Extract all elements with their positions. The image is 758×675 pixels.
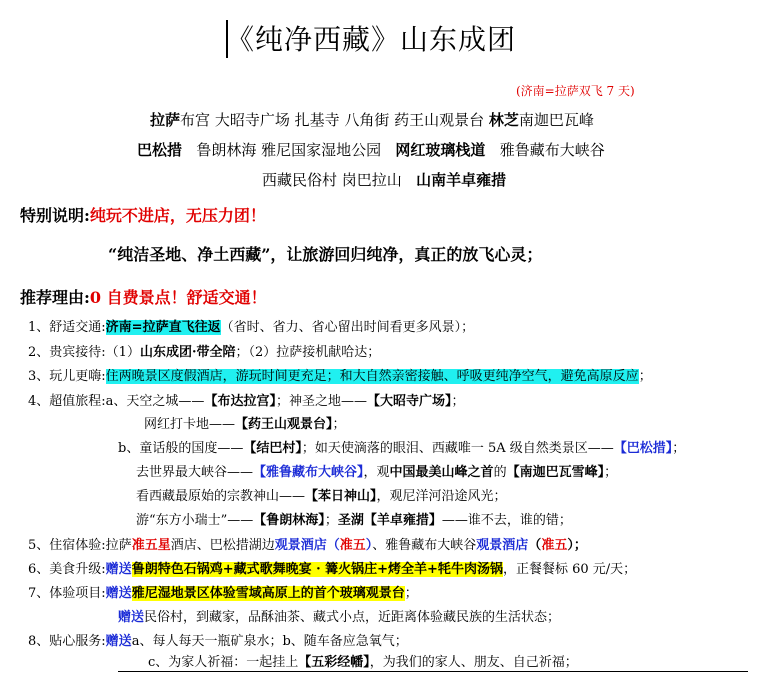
item-4-l6a: 游“东方小瑞士”—— <box>136 513 254 528</box>
item-7-gift-2: 赠送 <box>118 610 145 625</box>
spot-list-2: 鲁朗林海 雅尼国家湿地公园 <box>196 141 382 159</box>
item-8-prayer-flags: 【五彩经幡】 <box>298 655 370 670</box>
spot-namcha-peak: 【南迦巴瓦雪峰】 <box>506 465 605 480</box>
item-4-l3e: ； <box>672 441 686 456</box>
item-5-i: （ <box>528 538 542 553</box>
item-1-num: 1、 <box>28 320 50 335</box>
item-4-l1c: ；神圣之地—— <box>275 394 367 409</box>
item-3 <box>28 368 652 386</box>
item-7-num: 7、 <box>28 586 50 601</box>
reason-label: 推荐理由: <box>20 288 90 307</box>
item-4-l1a: a、天空之城—— <box>105 394 205 409</box>
item-6-highlight: 鲁朗特色石锅鸡+藏式歌舞晚宴 · 篝火锅庄+烤全羊+牦牛肉汤锅 <box>131 562 503 577</box>
item-8-num: 8、 <box>28 634 50 649</box>
spot-basongcuo: 巴松措 <box>137 141 183 159</box>
item-5-j: 准五 <box>541 538 568 553</box>
item-3-highlight: 住两晚景区度假酒店，游玩时间更充足；和大自然亲密接触、呼吸更纯净空气，避免高原反应 <box>105 369 639 384</box>
page-title: 《纯净西藏》山东成团 <box>226 23 517 56</box>
item-4-line-6 <box>136 512 572 530</box>
item-2-bold: 山东成团·带全陪 <box>139 345 236 360</box>
bottom-rule <box>118 671 748 672</box>
item-4-line-5 <box>136 488 507 506</box>
item-3-label: 玩儿更嗨: <box>49 369 106 384</box>
item-5-g: 、雅鲁藏布大峡谷 <box>372 538 477 553</box>
spots-row-2 <box>137 140 605 160</box>
item-6-gift: 赠送 <box>105 562 132 577</box>
item-8-gift: 赠送 <box>105 634 132 649</box>
item-4-line-4 <box>136 464 617 482</box>
item-5-num: 5、 <box>28 538 50 553</box>
item-7-highlight: 雅尼湿地景区体验雪域高原上的首个玻璃观景台 <box>131 586 405 601</box>
special-note <box>20 203 266 226</box>
item-8-line-2 <box>148 654 578 672</box>
item-8-rest: a、每人每天一瓶矿泉水；b、随车备应急氧气； <box>131 634 408 649</box>
item-4-line-1 <box>28 393 465 411</box>
spot-nyingchi: 林芝 <box>488 111 519 129</box>
item-4-l6f: ——谁不去，谁的错； <box>441 513 572 528</box>
item-2-label: 贵宾接待: <box>49 345 106 360</box>
item-4-l3a: b、童话般的国度—— <box>118 441 244 456</box>
spot-jieba: 【结巴村】 <box>243 441 302 456</box>
item-4-label: 超值旅程: <box>49 394 106 409</box>
item-5 <box>28 537 587 555</box>
spot-list-3: 西藏民俗村 岗巴拉山 <box>262 171 402 189</box>
spot-canyon: 雅鲁藏布大峡谷 <box>499 141 605 159</box>
item-2-num: 2、 <box>28 345 50 360</box>
item-2-p1: （1） <box>105 345 140 360</box>
spot-potala: 布宫 <box>180 111 211 129</box>
item-5-label: 住宿体验: <box>49 538 106 553</box>
item-3-end: ； <box>638 369 652 384</box>
spot-lhasa: 拉萨 <box>150 111 181 129</box>
item-5-h: 观景酒店 <box>476 538 529 553</box>
item-4-l4a: 去世界最大峡谷—— <box>136 465 254 480</box>
item-4-l3c: ；如天使滴落的眼泪、西藏唯一 5A 级自然类景区—— <box>301 441 614 456</box>
slogan: “纯洁圣地、净土西藏”，让旅游回归纯净，真正的放飞心灵； <box>108 245 543 264</box>
reason-text: 0 自费景点！舒适交通！ <box>89 288 267 307</box>
route-note: (济南=拉萨双飞 7 天) <box>516 84 635 98</box>
item-1-highlight: 济南=拉萨直飞往返 <box>105 320 221 335</box>
item-4-l4e: 的 <box>493 465 507 480</box>
item-4-l5a: 看西藏最原始的宗教神山—— <box>136 489 306 504</box>
item-5-d: 观景酒店（ <box>274 538 340 553</box>
item-4-l5c: ，观尼洋河沿途风光； <box>376 489 507 504</box>
item-6 <box>28 561 636 579</box>
spots-row-3 <box>262 170 506 190</box>
item-6-rest: ，正餐餐标 60 元/天； <box>502 562 637 577</box>
item-4-line-2 <box>144 416 346 434</box>
item-4-num: 4、 <box>28 394 50 409</box>
item-7-line-2 <box>118 609 560 627</box>
item-4-l4c: ，观 <box>363 465 390 480</box>
item-4-l6d: 圣湖 <box>337 513 364 528</box>
item-5-k: ）； <box>567 538 587 553</box>
item-7 <box>28 585 418 603</box>
item-8-l2a: c、为家人祈福：一起挂上 <box>148 655 299 670</box>
item-1-rest: （省时、省力、省心留出时间看更多风景）； <box>220 320 475 335</box>
item-5-b: 准五星 <box>131 538 171 553</box>
item-2-p2: ；（2）拉萨接机献哈达； <box>235 345 381 360</box>
spot-basong: 【巴松措】 <box>613 441 673 456</box>
item-6-label: 美食升级: <box>49 562 106 577</box>
item-7-label: 体验项目: <box>49 586 106 601</box>
item-4-l6c: ； <box>324 513 338 528</box>
item-3-num: 3、 <box>28 369 50 384</box>
spot-namcha: 南迦巴瓦峰 <box>518 111 594 129</box>
item-4-line-3 <box>118 440 685 458</box>
spot-bonri: 【苯日神山】 <box>305 489 377 504</box>
spot-lulang: 【鲁朗林海】 <box>253 513 325 528</box>
item-4-l4d: 中国最美山峰之首 <box>389 465 494 480</box>
item-7-text-2: 民俗村，到藏家，品酥油茶、藏式小点，近距离体验藏民族的生活状态； <box>144 610 561 625</box>
recommend-reason <box>20 285 267 308</box>
item-7-end: ； <box>404 586 418 601</box>
item-5-a: 拉萨 <box>105 538 132 553</box>
item-5-e: 准五 <box>339 538 366 553</box>
spot-glass-walk: 网红玻璃栈道 <box>395 141 486 159</box>
item-6-num: 6、 <box>28 562 50 577</box>
spot-yaowang: 【药王山观景台】 <box>235 417 333 432</box>
item-8 <box>28 633 408 651</box>
item-5-c: 酒店、巴松措湖边 <box>170 538 275 553</box>
spot-yarlung-canyon: 【雅鲁藏布大峡谷】 <box>253 465 364 480</box>
spots-row-1 <box>150 110 594 130</box>
item-1 <box>28 319 474 337</box>
item-1-label: 舒适交通: <box>49 320 106 335</box>
spot-list-1: 大昭寺广场 扎基寺 八角街 药王山观景台 <box>214 111 485 129</box>
item-7-gift: 赠送 <box>105 586 132 601</box>
item-4-l4g: ； <box>604 465 618 480</box>
item-4-l2a: 网红打卡地—— <box>144 417 236 432</box>
spot-yamdrok: 山南羊卓雍措 <box>416 171 507 189</box>
item-4-l2c: ； <box>332 417 346 432</box>
spot-potala-palace: 【布达拉宫】 <box>204 394 276 409</box>
spot-jokhang-square: 【大昭寺广场】 <box>366 394 452 409</box>
item-4-l1e: ； <box>451 394 465 409</box>
item-8-label: 贴心服务: <box>49 634 106 649</box>
special-label: 特别说明: <box>20 206 90 225</box>
item-8-l2c: ，为我们的家人、朋友、自己祈福； <box>369 655 578 670</box>
special-text: 纯玩不进店，无压力团！ <box>89 206 266 225</box>
item-2 <box>28 344 380 362</box>
item-5-f: ） <box>365 538 373 553</box>
spot-yamdrok-lake: 【羊卓雍措】 <box>363 513 442 528</box>
